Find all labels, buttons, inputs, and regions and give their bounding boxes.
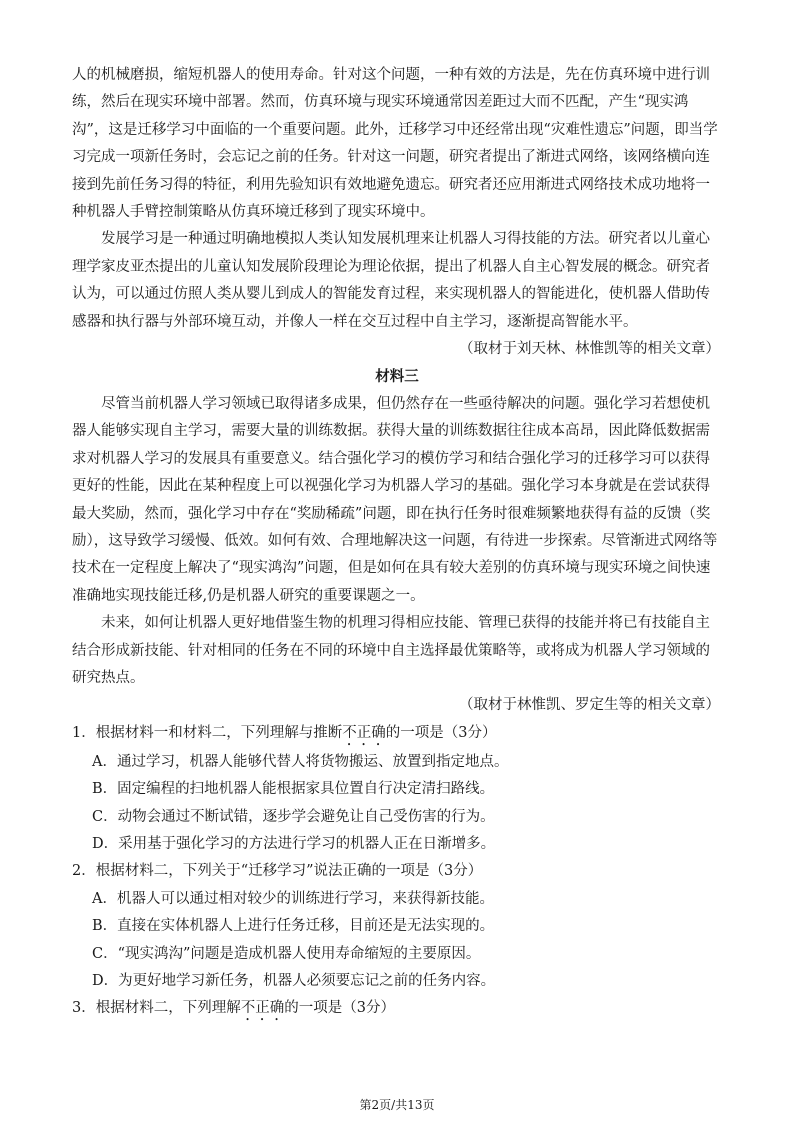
option-b: B．固定编程的扫地机器人能根据家具位置自行决定清扫路线。	[92, 781, 495, 798]
material3-paragraph-1: 尽管当前机器人学习领域已取得诸多成果，但仍然存在一些亟待解决的问题。强化学习若想使机器人能够实现自主学习，需要大量的训练数据。获得大量的训练数据往往成本高昂，因此降低数据需求对机器人学习的发展具有重要意义。结合强化学习的模仿学习和结合强化学习的迁移学习可以获得更好的性能，因此在某种程度上可以视强化学习为机器人学习的基础。强化学习本身就是在尝试获得最大奖励，然而，强化学习中存在“奖励稀疏”问题，即在执行任务时很难频繁地获得有益的反馈（奖励），这导致学习缓慢、低效。如何有效、合理地解决这一问题，有待进一步探索。尽管渐进式网络等技术在一定程度上解决了“现实鸿沟”问题，但是如何在具有较大差别的仿真环境与现实环境之间快速准确地实现技能迁移,仍是机器人研究的重要课题之一。	[72, 395, 718, 604]
question-stem-text: 2．根据材料二，下列关于“迁移学习”说法正确的一项是（3分）	[72, 863, 483, 880]
option-c: C．“现实鸿沟”问题是造成机器人使用寿命缩短的主要原因。	[92, 945, 481, 962]
option-a: A．通过学习，机器人能够代替人将货物搬运、放置到指定地点。	[92, 753, 509, 770]
question-3	[72, 995, 722, 1024]
page-footer: 第2页/共13页	[359, 1098, 435, 1112]
question-stem	[72, 858, 722, 885]
option-a: A．机器人可以通过相对较少的训练进行学习，来获得新技能。	[92, 890, 494, 907]
question-1	[72, 720, 722, 859]
question-stem	[72, 995, 722, 1024]
question-2	[72, 858, 722, 995]
question-stem-text: 1．根据材料一和材料二，下列理解与推断	[72, 724, 343, 741]
option-b: B．直接在实体机器人上进行任务迁移，目前还是无法实现的。	[92, 918, 495, 935]
question-stem	[72, 720, 722, 749]
question-stem-text: 的一项是（3分）	[385, 724, 497, 741]
question-emphasis: 不正确	[240, 1000, 285, 1017]
question-stem-text: 3．根据材料二，下列理解	[72, 1000, 241, 1017]
material2-paragraph-1: 人的机械磨损，缩短机器人的使用寿命。针对这个问题，一种有效的方法是，先在仿真环境中进行训练，然后在现实环境中部署。然而，仿真环境与现实环境通常因差距过大而不匹配，产生“现实鸿沟”，这是迁移学习中面临的一个重要问题。此外，迁移学习中还经常出现“灾难性遗忘”问题，即当学习完成一项新任务时，会忘记之前的任务。针对这一问题，研究者提出了渐进式网络，该网络横向连接到先前任务习得的特征，利用先验知识有效地避免遗忘。研究者还应用渐进式网络技术成功地将一种机器人手臂控制策略从仿真环境迁移到了现实环境中。	[72, 67, 718, 221]
material3-paragraph-2: 未来，如何让机器人更好地借鉴生物的机理习得相应技能、管理已获得的技能并将已有技能自主结合形成新技能、针对相同的任务在不同的环境中自主选择最优策略等，或将成为机器人学习领域的研究热点。	[72, 615, 710, 686]
question-stem-text: 的一项是（3分）	[284, 1000, 395, 1017]
option-c: C．动物会通过不断试错，逐步学会避免让自己受伤害的行为。	[92, 808, 495, 825]
material3-source: （取材于林惟凯、罗定生等的相关文章）	[459, 697, 720, 714]
option-d: D．采用基于强化学习的方法进行学习的机器人正在日渐增多。	[92, 835, 496, 852]
material3-heading: 材料三	[375, 368, 419, 386]
question-emphasis: 不正确	[342, 724, 386, 741]
page-content	[72, 62, 722, 1024]
material2-source: （取材于刘天林、林惟凯等的相关文章）	[459, 341, 720, 358]
material2-paragraph-2: 发展学习是一种通过明确地模拟人类认知发展机理来让机器人习得技能的方法。研究者以儿童心理学家皮亚杰提出的儿童认知发展阶段理论为理论依据，提出了机器人自主心智发展的概念。研究者认为，可以通过仿照人类从婴儿到成人的智能发育过程，来实现机器人的智能进化，使机器人借助传感器和执行器与外部环境互动，并像人一样在交互过程中自主学习，逐渐提高智能水平。	[72, 231, 710, 330]
option-d: D．为更好地学习新任务，机器人必须要忘记之前的任务内容。	[92, 973, 496, 989]
